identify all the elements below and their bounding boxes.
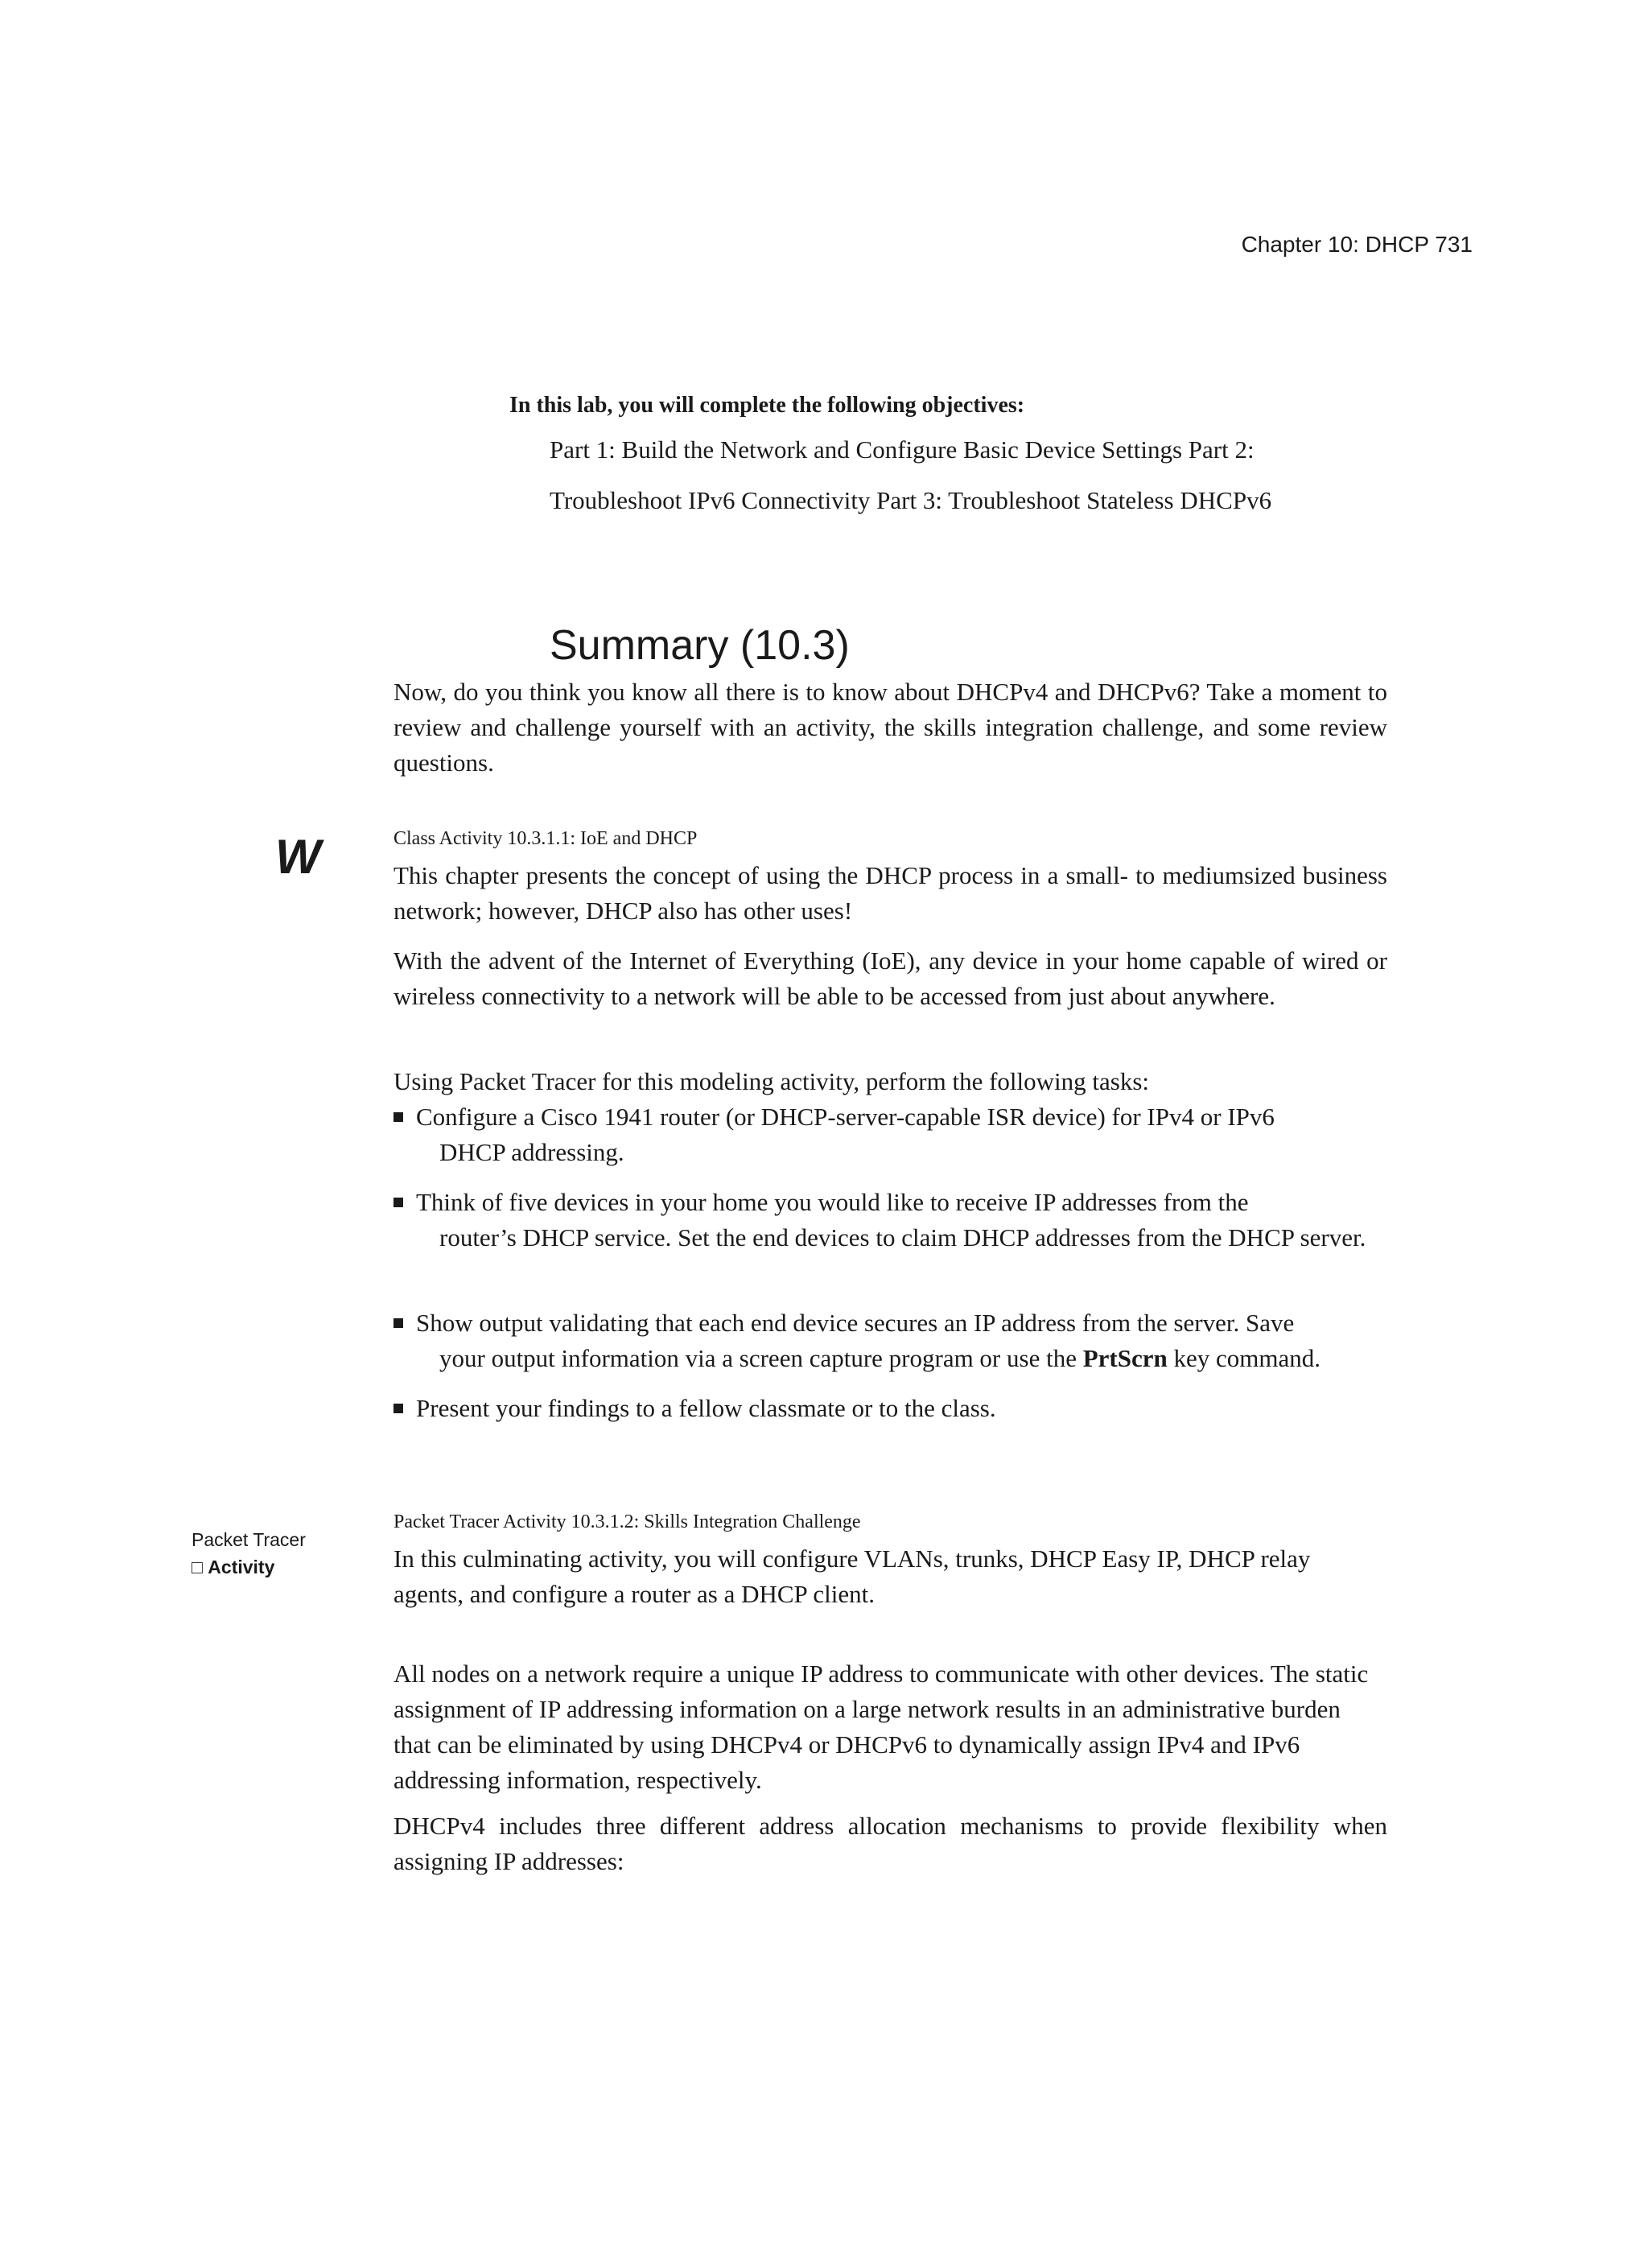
list-item bbox=[393, 1099, 1407, 1170]
list-item bbox=[393, 1185, 1407, 1256]
bullet-square-icon bbox=[393, 1198, 403, 1207]
closing-paragraph-2: DHCPv4 includes three different address allocation mechanisms to provide flexibility when assigning IP addresses: bbox=[393, 1812, 1387, 1875]
prtscrn-key: PrtScrn bbox=[1082, 1344, 1168, 1372]
bullet-text: Configure a Cisco 1941 router (or DHCP-server-capable ISR device) for IPv4 or IPv6 bbox=[416, 1103, 1275, 1131]
checkbox-icon: □ bbox=[192, 1557, 203, 1577]
class-activity-icon: W bbox=[275, 830, 321, 884]
objectives-heading: In this lab, you will complete the following objectives: bbox=[509, 393, 1025, 418]
list-item bbox=[393, 1391, 1407, 1426]
bullet-continuation-text-end: key command. bbox=[1167, 1344, 1320, 1372]
activity-label: Activity bbox=[208, 1557, 275, 1577]
bullet-continuation-text: your output information via a screen capture program or use the bbox=[439, 1344, 1083, 1372]
packet-tracer-margin-label bbox=[192, 1526, 306, 1581]
class-activity-paragraph-1: This chapter presents the concept of using the DHCP process in a small- to mediumsized business network; however, DHCP also has other uses! bbox=[393, 861, 1387, 925]
class-activity-paragraph-2: With the advent of the Internet of Everything (IoE), any device in your home capable of wired or wireless connectivity to a network will be able to be accessed from just about anywhere. bbox=[393, 946, 1387, 1010]
bullet-square-icon bbox=[393, 1112, 403, 1122]
tasks-intro: Using Packet Tracer for this modeling activity, perform the following tasks: bbox=[393, 1067, 1150, 1095]
bullet-square-icon bbox=[393, 1404, 403, 1413]
packet-tracer-label: Packet Tracer bbox=[192, 1529, 306, 1550]
running-head: Chapter 10: DHCP 731 bbox=[1241, 232, 1473, 257]
bullet-continuation: DHCP addressing. bbox=[439, 1138, 624, 1166]
packet-tracer-paragraph: In this culminating activity, you will configure VLANs, trunks, DHCP Easy IP, DHCP relay agents, and configure a router as a DHCP client. bbox=[393, 1544, 1311, 1608]
bullet-square-icon bbox=[393, 1318, 403, 1328]
packet-tracer-caption: Packet Tracer Activity 10.3.1.2: Skills Integration Challenge bbox=[393, 1511, 861, 1532]
objective-line-2: Troubleshoot IPv6 Connectivity Part 3: Troubleshoot Stateless DHCPv6 bbox=[550, 486, 1272, 514]
bullet-text: Think of five devices in your home you would like to receive IP addresses from the bbox=[416, 1188, 1249, 1216]
closing-paragraph-1: All nodes on a network require a unique IP address to communicate with other devices. The static assignment of IP addressing information on a large network results in an administrative burden that can be eliminated by using DHCPv4 or DHCPv6 to dynamically assign IPv4 and IPv6 addressing information, respectively. bbox=[393, 1660, 1369, 1794]
class-activity-caption: Class Activity 10.3.1.1: IoE and DHCP bbox=[393, 828, 698, 849]
objective-line-1: Part 1: Build the Network and Configure Basic Device Settings Part 2: bbox=[550, 435, 1255, 464]
bullet-text: Show output validating that each end device secures an IP address from the server. Save bbox=[416, 1309, 1295, 1337]
list-item bbox=[393, 1305, 1407, 1376]
bullet-continuation: router’s DHCP service. Set the end devices to claim DHCP addresses from the DHCP server. bbox=[439, 1223, 1366, 1252]
section-title: Summary (10.3) bbox=[550, 622, 850, 669]
summary-intro: Now, do you think you know all there is to know about DHCPv4 and DHCPv6? Take a moment to review and challenge yourself with an activity, the skills integration challenge, and some review questions. bbox=[393, 678, 1387, 777]
bullet-continuation bbox=[393, 1341, 1407, 1376]
bullet-text: Present your findings to a fellow classmate or to the class. bbox=[416, 1394, 996, 1422]
